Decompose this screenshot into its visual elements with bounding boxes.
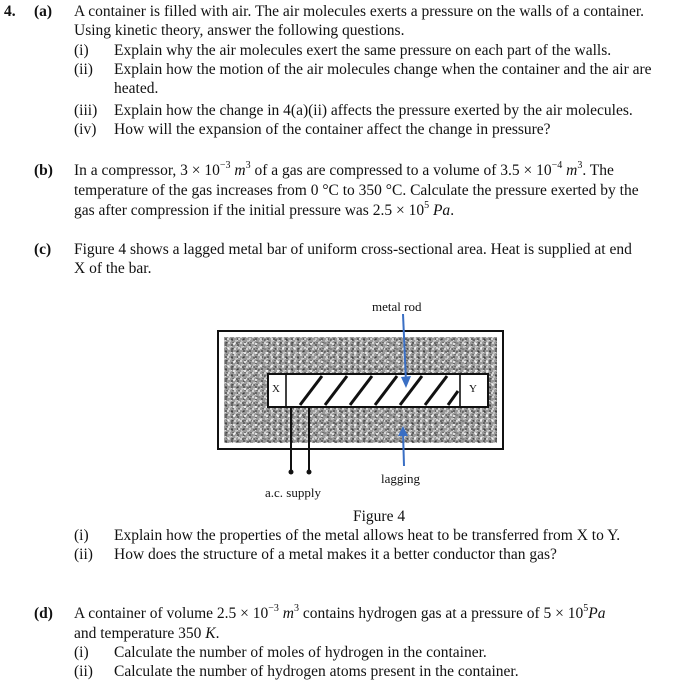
part-d-label: (d) xyxy=(34,605,53,622)
part-a-item-iv-num: (iv) xyxy=(74,121,97,138)
part-d-item-i-text: Calculate the number of moles of hydrogen in the container. xyxy=(114,644,487,661)
part-a-item-i-num: (i) xyxy=(74,42,89,59)
part-c-line1: Figure 4 shows a lagged metal bar of uniform cross-sectional area. Heat is supplied at end xyxy=(74,241,632,258)
part-a-intro-line1: A container is filled with air. The air molecules exerts a pressure on the walls of a container. xyxy=(74,3,645,20)
part-a-item-ii-text-cont: heated. xyxy=(114,80,159,97)
supply-terminal-right xyxy=(307,470,312,475)
part-a-item-i-text: Explain why the air molecules exert the same pressure on each part of the walls. xyxy=(114,42,612,59)
part-d-item-i-num: (i) xyxy=(74,644,89,661)
part-a-item-ii-num: (ii) xyxy=(74,61,93,78)
part-a-label: (a) xyxy=(34,3,53,20)
part-b-line3: gas after compression if the initial pressure was $2.5 \times 10^5$ Pa. xyxy=(74,199,455,219)
lagging-pointer-arrow xyxy=(403,432,404,466)
part-a-item-ii-text: Explain how the motion of the air molecules change when the container and the air are xyxy=(114,61,652,78)
part-c-item-i-text: Explain how the properties of the metal allows heat to be transferred from X to Y. xyxy=(114,527,621,544)
figure-caption: Figure 4 xyxy=(353,508,406,525)
part-a-item-iii-num: (iii) xyxy=(74,102,98,119)
part-b-line2: temperature of the gas increases from 0 °C to 350 °C. Calculate the pressure exerted by the xyxy=(74,182,639,199)
label-metal-rod: metal rod xyxy=(372,299,422,314)
part-d-line1: A container of volume $2.5 \times 10^{-3}$ $m^3$ contains hydrogen gas at a pressure of $5 \times 10^5Pa$ xyxy=(74,602,606,622)
part-b-line1: In a compressor, $3 \times 10^{-3}$ $m^3$ of a gas are compressed to a volume of $3.5 \times 10^{-4}$ $m^3$. The xyxy=(74,159,614,179)
part-c-label: (c) xyxy=(34,241,52,258)
part-d-item-ii-text: Calculate the number of hydrogen atoms present in the container. xyxy=(114,663,519,680)
part-a-item-iii-text: Explain how the change in 4(a)(ii) affects the pressure exerted by the air molecules. xyxy=(114,102,633,119)
part-c-item-ii-text: How does the structure of a metal makes it a better conductor than gas? xyxy=(114,546,557,563)
part-a-intro-line2: Using kinetic theory, answer the following questions. xyxy=(74,22,405,39)
supply-terminal-left xyxy=(289,470,294,475)
part-a-item-iv-text: How will the expansion of the container affect the change in pressure? xyxy=(114,121,551,138)
label-ac-supply: a.c. supply xyxy=(265,485,321,500)
part-c-line2: X of the bar. xyxy=(74,260,152,277)
part-d-line2: and temperature 350 K. xyxy=(74,625,220,642)
part-d-item-ii-num: (ii) xyxy=(74,663,93,680)
label-end-y: Y xyxy=(469,383,477,395)
part-b-label: (b) xyxy=(34,162,53,179)
part-c-item-ii-num: (ii) xyxy=(74,546,93,563)
question-number: 4. xyxy=(4,3,16,20)
label-end-x: X xyxy=(272,383,280,395)
label-lagging: lagging xyxy=(381,471,420,486)
part-c-item-i-num: (i) xyxy=(74,527,89,544)
